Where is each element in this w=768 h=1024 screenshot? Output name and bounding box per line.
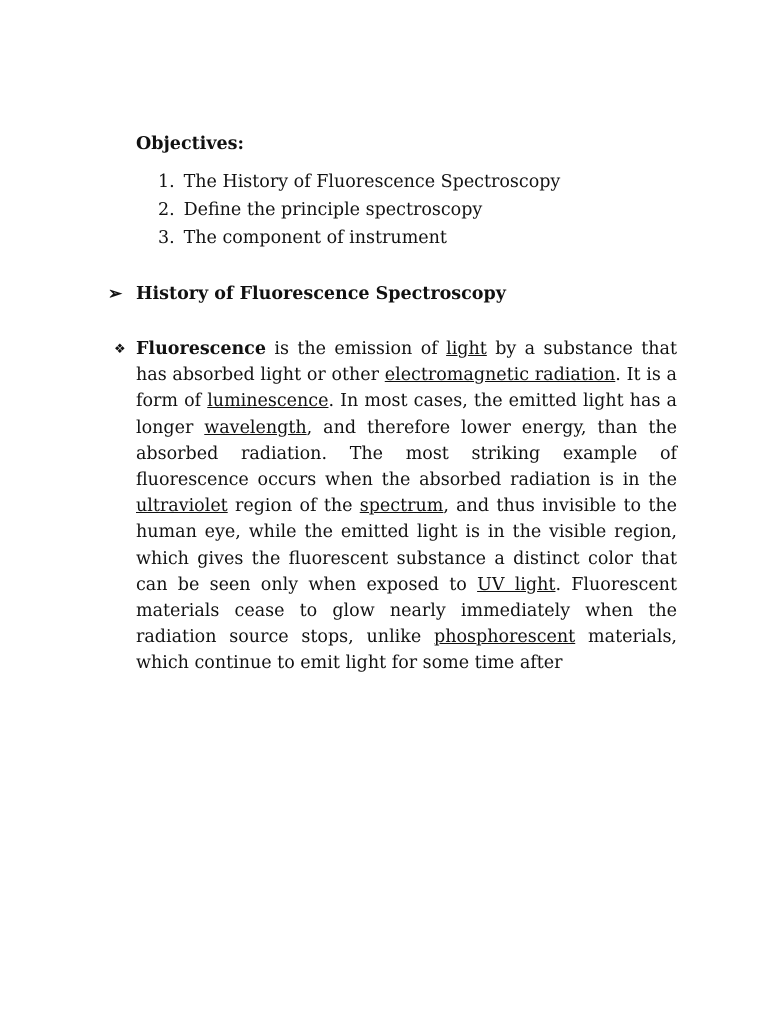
objective-text: The component of instrument — [183, 228, 447, 248]
link-phosphorescent[interactable]: phosphorescent — [434, 627, 576, 648]
link-ultraviolet[interactable]: ultraviolet — [136, 496, 228, 517]
section-heading-text: History of Fluorescence Spectroscopy — [136, 284, 506, 304]
paragraph-text: . It is a form of — [136, 365, 677, 412]
objectives-heading: Objectives: — [136, 134, 244, 154]
term-fluorescence: Fluorescence — [136, 339, 266, 359]
link-light[interactable]: light — [446, 339, 487, 359]
objectives-list — [158, 168, 560, 252]
paragraph-text: . Fluorescent materials cease to glow nearly immediately when the radiation source stops, unlike — [136, 574, 677, 648]
link-wavelength[interactable]: wavelength — [204, 417, 307, 438]
objective-number: 1. — [158, 172, 175, 192]
arrow-bullet-icon: ➢ — [108, 284, 123, 304]
objective-text: The History of Fluorescence Spectroscopy — [183, 172, 561, 192]
paragraph-text: , and thus invisible to the human eye, while the emitted light is in the visible region, which gives the fluorescent substance a distinct color that can be seen only when exposed to — [136, 496, 677, 595]
paragraph-text: is the emission of — [265, 339, 447, 359]
paragraph-text: . In most cases, the emitted light has a longer — [136, 391, 677, 438]
paragraph-text: by a substance that has absorbed light or other — [136, 339, 677, 386]
link-luminescence[interactable]: luminescence — [207, 391, 329, 412]
objective-item — [158, 196, 560, 224]
objective-number: 3. — [158, 228, 175, 248]
section-heading — [108, 280, 506, 308]
paragraph-text: region of the — [227, 496, 360, 517]
link-electromagnetic-radiation[interactable]: electromagnetic radiation — [384, 365, 616, 386]
objective-item — [158, 224, 560, 252]
paragraph-text: , and therefore lower energy, than the absorbed radiation. The most striking example of fluorescence occurs when the absorbed radiation is in the — [136, 417, 678, 491]
diamond-bullet-icon: ❖ — [114, 342, 126, 357]
paragraph-text: materials, which continue to emit light for some time after — [136, 627, 677, 674]
link-spectrum[interactable]: spectrum — [359, 496, 444, 517]
objective-text: Define the principle spectroscopy — [183, 200, 483, 220]
link-uv-light[interactable]: UV light — [477, 574, 556, 595]
objective-number: 2. — [158, 200, 175, 220]
objective-item — [158, 168, 560, 196]
fluorescence-paragraph — [136, 336, 677, 677]
